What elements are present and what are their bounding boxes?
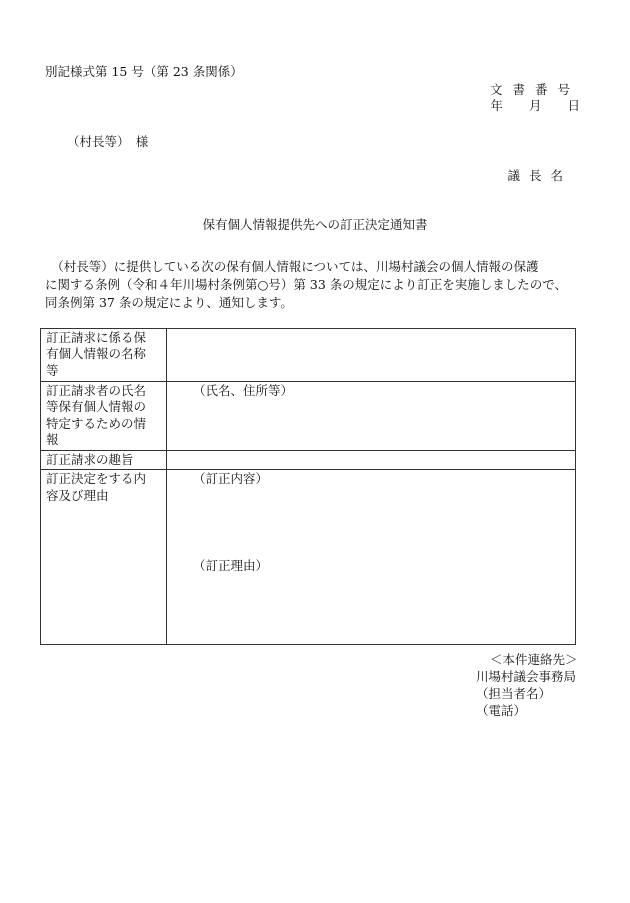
date-year-label: 年 [490,98,503,113]
table-row [41,470,576,645]
date-line [490,98,580,114]
recipient: （村長等） 様 [67,134,149,149]
correction-content-label: （訂正内容） [193,471,269,487]
label-line: 訂正請求に係る保 [46,330,147,345]
sender: 議長名 [507,168,572,183]
correction-reason-label: （訂正理由） [193,558,269,574]
table-row [41,329,576,382]
contact-office: 川場村議会事務局 [476,668,577,684]
label-line: 訂正請求者の氏名 [46,383,147,398]
contact-block [476,652,578,720]
label-cell [41,382,167,451]
label-cell [41,451,167,470]
body-line: （村長等）に提供している次の保有個人情報については、川場村議会の個人情報の保護 [45,259,539,274]
value-cell [167,329,576,382]
body-text [45,258,585,311]
value-cell: （氏名、住所等） [167,382,576,451]
date-month-label: 月 [528,98,542,113]
table-row [41,382,576,451]
label-line: 等 [46,362,59,378]
label-line: 有個人情報の名称 [46,346,147,362]
body-line: に関する条例（令和４年川場村条例第○号）第 33 条の規定により訂正を実施しましたので、 [45,276,568,292]
body-line: 同条例第 37 条の規定により、通知します。 [45,294,293,310]
contact-person: （担当者名） [476,685,552,701]
document-number-label: 文書番号 [489,82,580,97]
label-line: 訂正請求の趣旨 [46,452,134,467]
label-line: 容及び理由 [46,487,109,503]
value-cell [167,451,576,470]
label-line: 等保有個人情報の [46,399,147,415]
label-line: 訂正決定をする内 [46,471,147,487]
label-line: 報 [46,431,59,447]
label-cell [41,470,167,645]
form-label: 別記様式第 15 号（第 23 条関係） [45,64,243,79]
label-cell [41,329,167,382]
document-title: 保有個人情報提供先への訂正決定通知書 [202,217,428,232]
value-cell [167,470,576,645]
label-line: 特定するための情 [46,415,147,431]
contact-phone: （電話） [476,702,527,718]
table-row [41,451,576,470]
date-day-label: 日 [567,98,580,113]
notice-table [40,328,576,645]
contact-heading: ＜本件連絡先＞ [490,652,578,667]
